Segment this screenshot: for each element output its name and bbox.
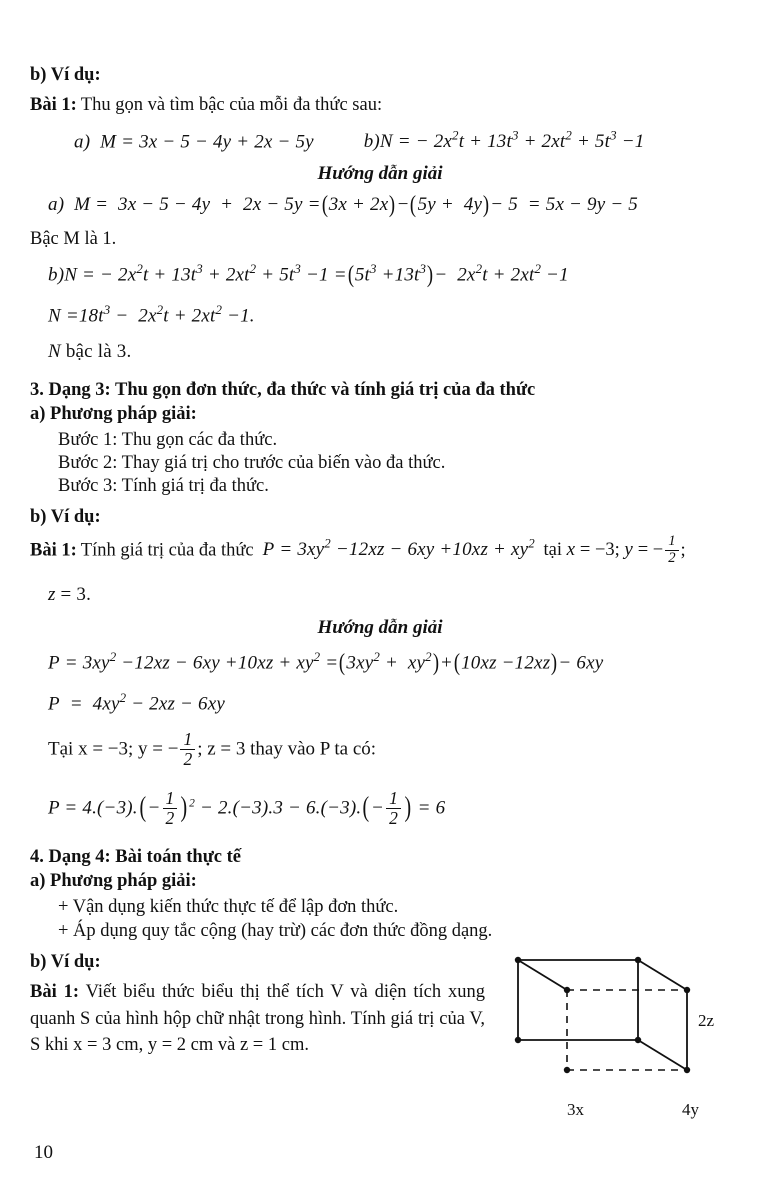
solution-b2-line: $N =18t^3 - 2x^2t + 2xt^2 -1$.	[48, 301, 255, 327]
bai1-text-1: Thu gọn và tìm bậc của mỗi đa thức sau:	[80, 95, 383, 116]
bai1-text-3: Viết biểu thức biểu thị thể tích V và diện tích xung quanh S của hình hộp chữ nhật trong hình. Tính giá trị của V, S khi x = 3 cm, y = 2 cm và z = 1 cm.	[30, 981, 486, 1056]
heading-dang-3: 3. Dạng 3: Thu gọn đơn thức, đa thức và tính giá trị của đa thức	[30, 380, 536, 401]
bai1-label-1: Bài 1:	[30, 95, 77, 116]
solution-final-line: P = 4.(−3).(− $\frac{1}{2}$ )$^2$ − 2.(−3).3 − 6.(−3).(− $\frac{1}{2}$ ) = 6	[48, 787, 446, 828]
point-1: + Vận dụng kiến thức thực tế để lập đơn thức.	[58, 896, 399, 917]
heading-b-vi-du-2: b) Ví dụ:	[30, 507, 101, 528]
bac-m-line: Bậc M là 1.	[30, 228, 117, 249]
bai1-label-2: Bài 1:	[30, 540, 77, 561]
equation-a: a) M = 3x − 5 − 4y + 2x − 5y	[74, 130, 314, 152]
point-2: + Áp dụng quy tắc cộng (hay trừ) các đơn thức đồng dạng.	[58, 920, 493, 941]
page-content	[30, 62, 730, 1059]
fraction-one-half-4: $\frac{1}{2}$	[386, 789, 401, 828]
solution-p-line-1: $P = 3xy^2 -12xz - 6xy +10xz + xy^2 =(3xy^2 + xy^2)+(10xz -12xz)- 6xy$	[48, 649, 604, 677]
heading-dang-4: 4. Dạng 4: Bài toán thực tế	[30, 846, 241, 867]
heading-phuong-phap-giai-2: a) Phương pháp giải:	[30, 870, 197, 891]
huong-dan-giai-2: Hướng dẫn giải	[317, 617, 443, 639]
heading-b-vi-du-3: b) Ví dụ:	[30, 951, 101, 972]
solution-final-a: P = 4.(−3).	[48, 797, 138, 819]
label-height-2z: 2z	[698, 1011, 715, 1030]
huong-dan-giai-1: Hướng dẫn giải	[317, 162, 443, 184]
solution-p-line-2: $P = 4xy^2 - 2xz - 6xy$	[48, 689, 225, 715]
bai1-block-3	[30, 979, 485, 1059]
step-2: Bước 2: Thay giá trị cho trước của biến vào đa thức.	[58, 453, 446, 474]
step-1: Bước 1: Thu gọn các đa thức.	[58, 430, 278, 451]
fraction-one-half-2: $\frac{1}{2}$	[180, 730, 195, 769]
page-number: 10	[34, 1142, 53, 1163]
bai1-line-1	[30, 92, 730, 118]
bai1-paragraph-3	[30, 979, 485, 1059]
rectangular-box-figure	[510, 948, 760, 1133]
solution-substitute-post: ; z = 3 thay vào P ta có:	[197, 738, 377, 760]
heading-b-vi-du-1: b) Ví dụ:	[30, 65, 101, 85]
step-3: Bước 3: Tính giá trị đa thức.	[58, 476, 269, 497]
bai1-text-2: Tính giá trị của đa thức	[80, 540, 254, 561]
box-diagram-svg	[510, 948, 760, 1133]
equation-b: b)N = − $2x^2t + 13t^3 + 2xt^2 + 5t^3 -1$	[363, 127, 645, 152]
bai1-z-value: z = 3.	[48, 584, 92, 606]
bai1-polynomial: $P = 3xy^2 -12xz - 6xy +10xz + xy^2$	[257, 536, 535, 561]
fraction-one-half-1: $\frac{1}{2}$	[665, 534, 678, 567]
equation-a-b-row	[30, 128, 730, 153]
solution-substitute-pre: Tại x = −3; y = −	[48, 738, 179, 760]
label-width-3x: 3x	[567, 1100, 584, 1119]
bac-n-line: N bậc là 3.	[48, 341, 132, 363]
heading-phuong-phap-giai-1: a) Phương pháp giải:	[30, 404, 197, 425]
fraction-one-half-3: $\frac{1}{2}$	[163, 789, 178, 828]
solution-a-line: a) M = 3x − 5 − 4y + 2x − 5y =(3x + 2x)−(5y + 4y)− 5 = 5x − 9y − 5	[48, 191, 638, 218]
bai1-line-2: Bài 1: Tính giá trị của đa thức $P = 3xy^2 -12xz - 6xy +10xz + xy^2$ tại x = −3; y = − $\frac{1}{2}$ ;	[30, 533, 686, 567]
solution-final-c: = 6	[417, 797, 446, 819]
solution-substitute-line	[30, 731, 730, 770]
bai1-label-3: Bài 1:	[30, 981, 80, 1002]
bai1-tai: tại x = −3; y = −	[538, 539, 664, 561]
solution-b-line: b)N = − $2x^2t + 13t^3 + 2xt^2 + 5t^3 -1 =(5t^3 +13t^3)- 2x^2t + 2xt^2 -1$	[48, 260, 569, 288]
solution-final-b: − 2.(−3).3 − 6.(−3).	[200, 797, 362, 819]
label-depth-4y: 4y	[682, 1100, 699, 1119]
